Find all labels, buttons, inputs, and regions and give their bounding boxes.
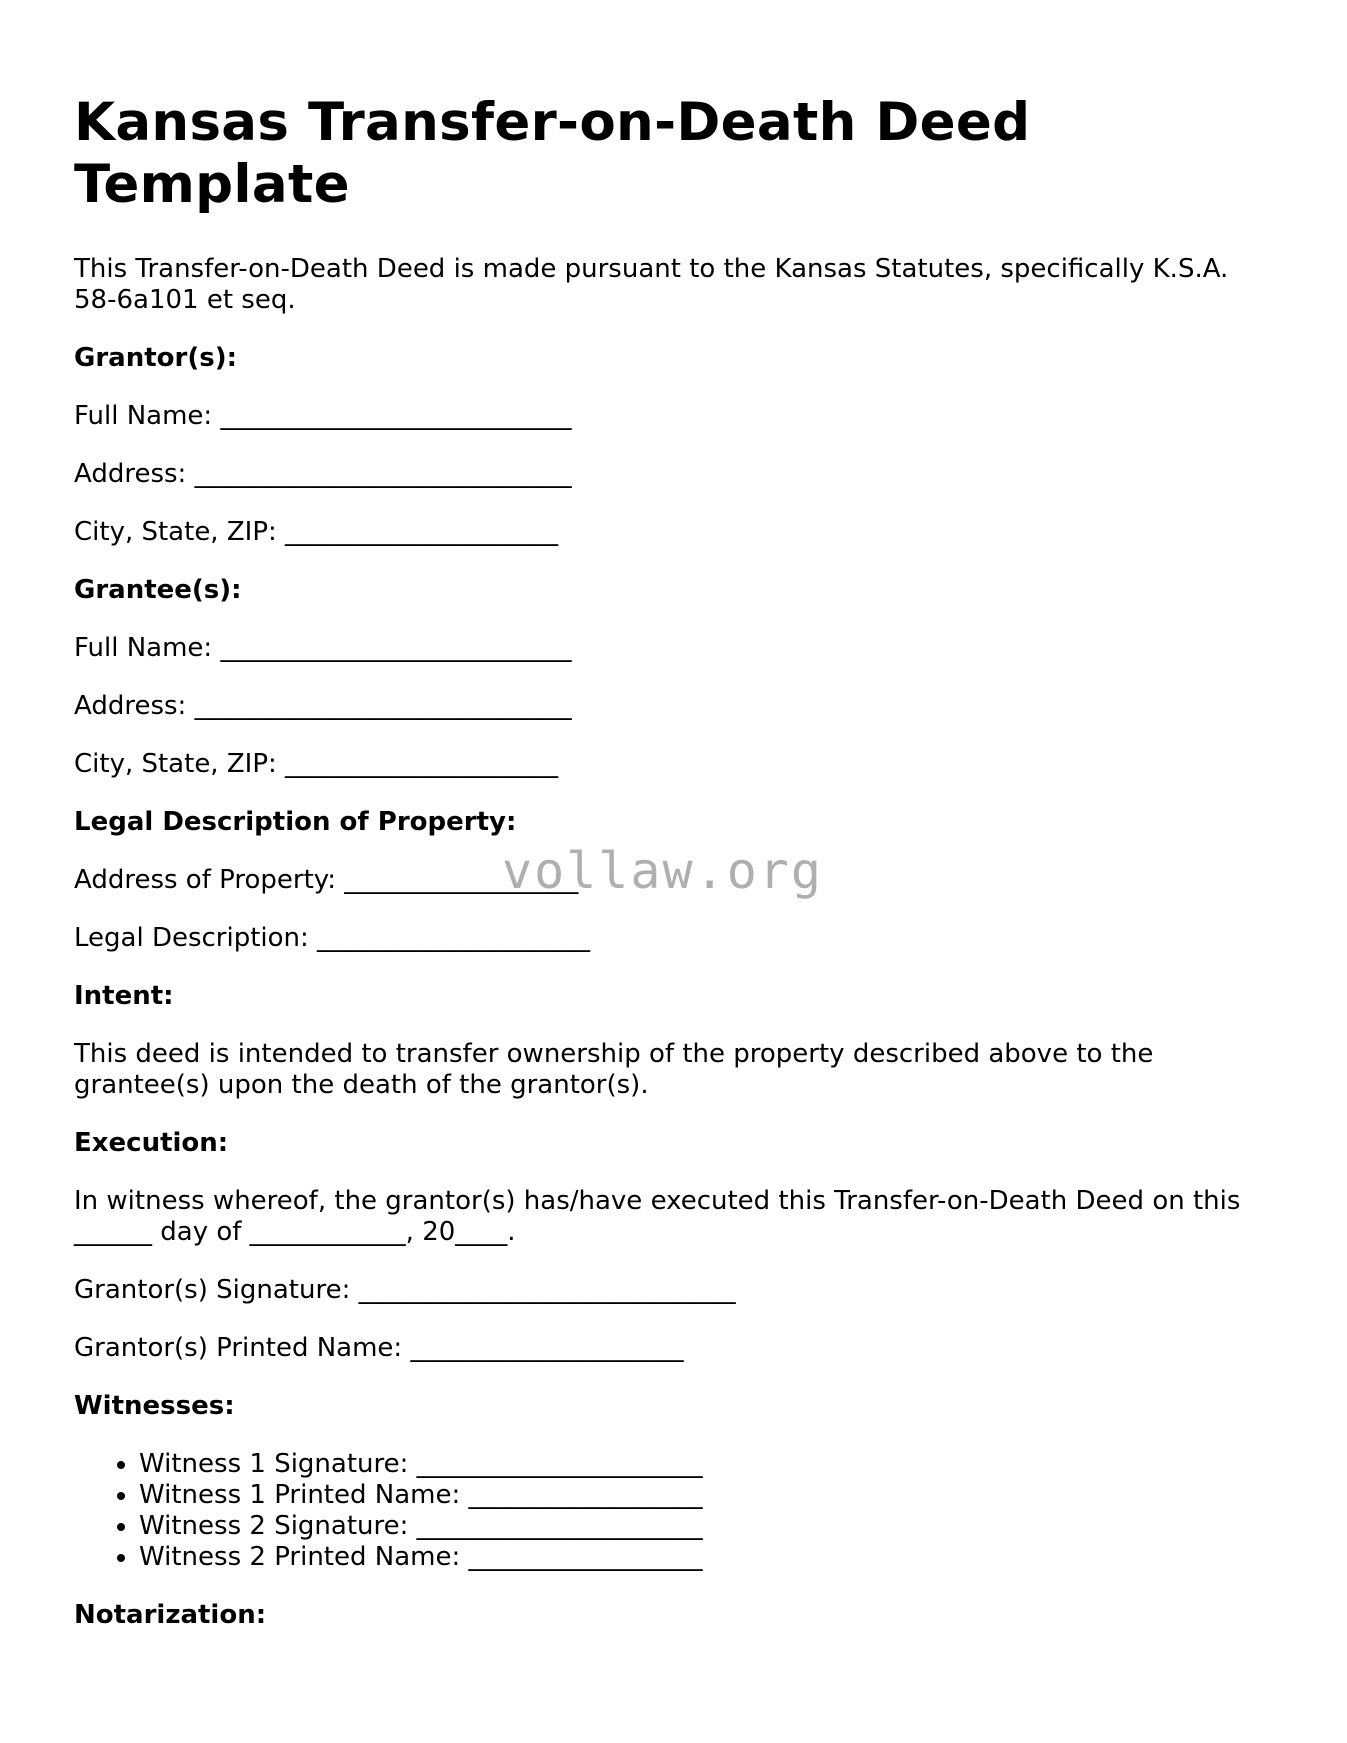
grantee-city-state-zip-field: City, State, ZIP: _____________________ [74,749,559,779]
intent-heading: Intent: [74,981,174,1011]
grantor-printed-name-field: Grantor(s) Printed Name: _____________________ [74,1333,684,1363]
grantor-full-name-field: Full Name: ___________________________ [74,401,572,431]
intent-paragraph: This deed is intended to transfer ownership of the property described above to the grantee(s) upon the death of the grantor(s). [74,1039,1154,1100]
witness-1-printed-name-item: • Witness 1 Printed Name: __________________ [139,1480,1274,1511]
intro-paragraph: This Transfer-on-Death Deed is made pursuant to the Kansas Statutes, specifically K.S.A. 58-6a101 et seq. [74,254,1229,315]
property-heading: Legal Description of Property: [74,807,517,837]
execution-paragraph: In witness whereof, the grantor(s) has/have executed this Transfer-on-Death Deed on this ______ day of ____________, 20____. [74,1186,1241,1247]
watermark: vollaw.org [502,842,824,900]
grantor-signature-field: Grantor(s) Signature: _____________________________ [74,1275,736,1305]
grantee-full-name-field: Full Name: ___________________________ [74,633,572,663]
witness-1-signature-item: • Witness 1 Signature: ______________________ [139,1449,1274,1480]
grantee-heading: Grantee(s): [74,575,242,605]
grantor-city-state-zip-field: City, State, ZIP: _____________________ [74,517,559,547]
property-address-field: Address of Property: __________________ [74,865,579,895]
witness-2-signature-item: • Witness 2 Signature: ______________________ [139,1511,1274,1542]
witness-list [74,1449,1274,1573]
document-title: Kansas Transfer-on-Death Deed Template [74,92,1031,215]
execution-heading: Execution: [74,1128,229,1158]
notarization-heading: Notarization: [74,1600,267,1630]
grantor-address-field: Address: _____________________________ [74,459,572,489]
grantee-address-field: Address: _____________________________ [74,691,572,721]
property-legal-description-field: Legal Description: _____________________ [74,923,591,953]
witness-2-printed-name-item: • Witness 2 Printed Name: __________________ [139,1542,1274,1573]
grantor-heading: Grantor(s): [74,343,237,373]
witnesses-heading: Witnesses: [74,1391,235,1421]
